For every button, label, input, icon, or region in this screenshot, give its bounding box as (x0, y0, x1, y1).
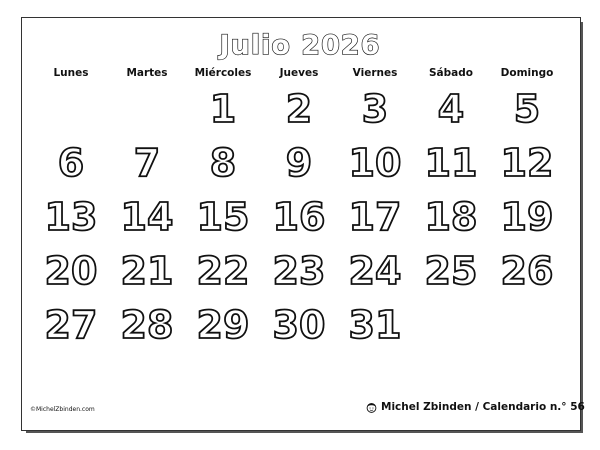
day-cell: 16 (272, 195, 326, 239)
day-cell: 3 (361, 87, 389, 131)
day-cell: 12 (500, 141, 554, 185)
day-cell: 29 (196, 303, 250, 347)
day-cell: 13 (44, 195, 98, 239)
day-cell: 7 (133, 141, 161, 185)
page-title: Julio 2026 (219, 30, 381, 61)
day-cell: 10 (348, 141, 402, 185)
credit-text: Michel Zbinden / Calendario n.° 56 (381, 401, 585, 413)
day-cell: 27 (44, 303, 98, 347)
day-cell: 22 (196, 249, 250, 293)
site-credit: ©MichelZbinden.com (30, 406, 95, 413)
day-cell: 28 (120, 303, 174, 347)
day-grid (33, 82, 565, 352)
day-cell: 2 (285, 87, 313, 131)
day-cell: 17 (348, 195, 402, 239)
weekday-label: Lunes (53, 67, 89, 79)
day-cell: 23 (272, 249, 326, 293)
day-cell: 20 (44, 249, 98, 293)
day-cell: 19 (500, 195, 554, 239)
day-cell: 30 (272, 303, 326, 347)
day-cell: 18 (424, 195, 478, 239)
day-cell: 21 (120, 249, 174, 293)
weekday-label: Viernes (352, 67, 398, 79)
weekday-label: Domingo (500, 67, 554, 79)
weekday-label: Jueves (279, 67, 319, 79)
weekday-header (33, 67, 565, 83)
day-cell (489, 298, 565, 352)
weekday-label: Martes (126, 67, 168, 79)
weekday-label: Miércoles (194, 67, 252, 79)
author-credit (366, 400, 585, 414)
day-cell: 11 (424, 141, 478, 185)
smiley-face-icon (366, 402, 377, 413)
day-cell: 9 (285, 141, 313, 185)
day-cell: 6 (57, 141, 85, 185)
day-cell: 1 (209, 87, 237, 131)
day-cell: 5 (513, 87, 541, 131)
day-cell (33, 82, 109, 136)
day-cell: 14 (120, 195, 174, 239)
weekday-label: Sábado (429, 67, 473, 79)
day-cell: 15 (196, 195, 250, 239)
day-cell: 26 (500, 249, 554, 293)
day-cell: 8 (209, 141, 237, 185)
day-cell (109, 82, 185, 136)
day-cell: 31 (348, 303, 402, 347)
day-cell (413, 298, 489, 352)
day-cell: 25 (424, 249, 478, 293)
day-cell: 24 (348, 249, 402, 293)
day-cell: 4 (437, 87, 465, 131)
